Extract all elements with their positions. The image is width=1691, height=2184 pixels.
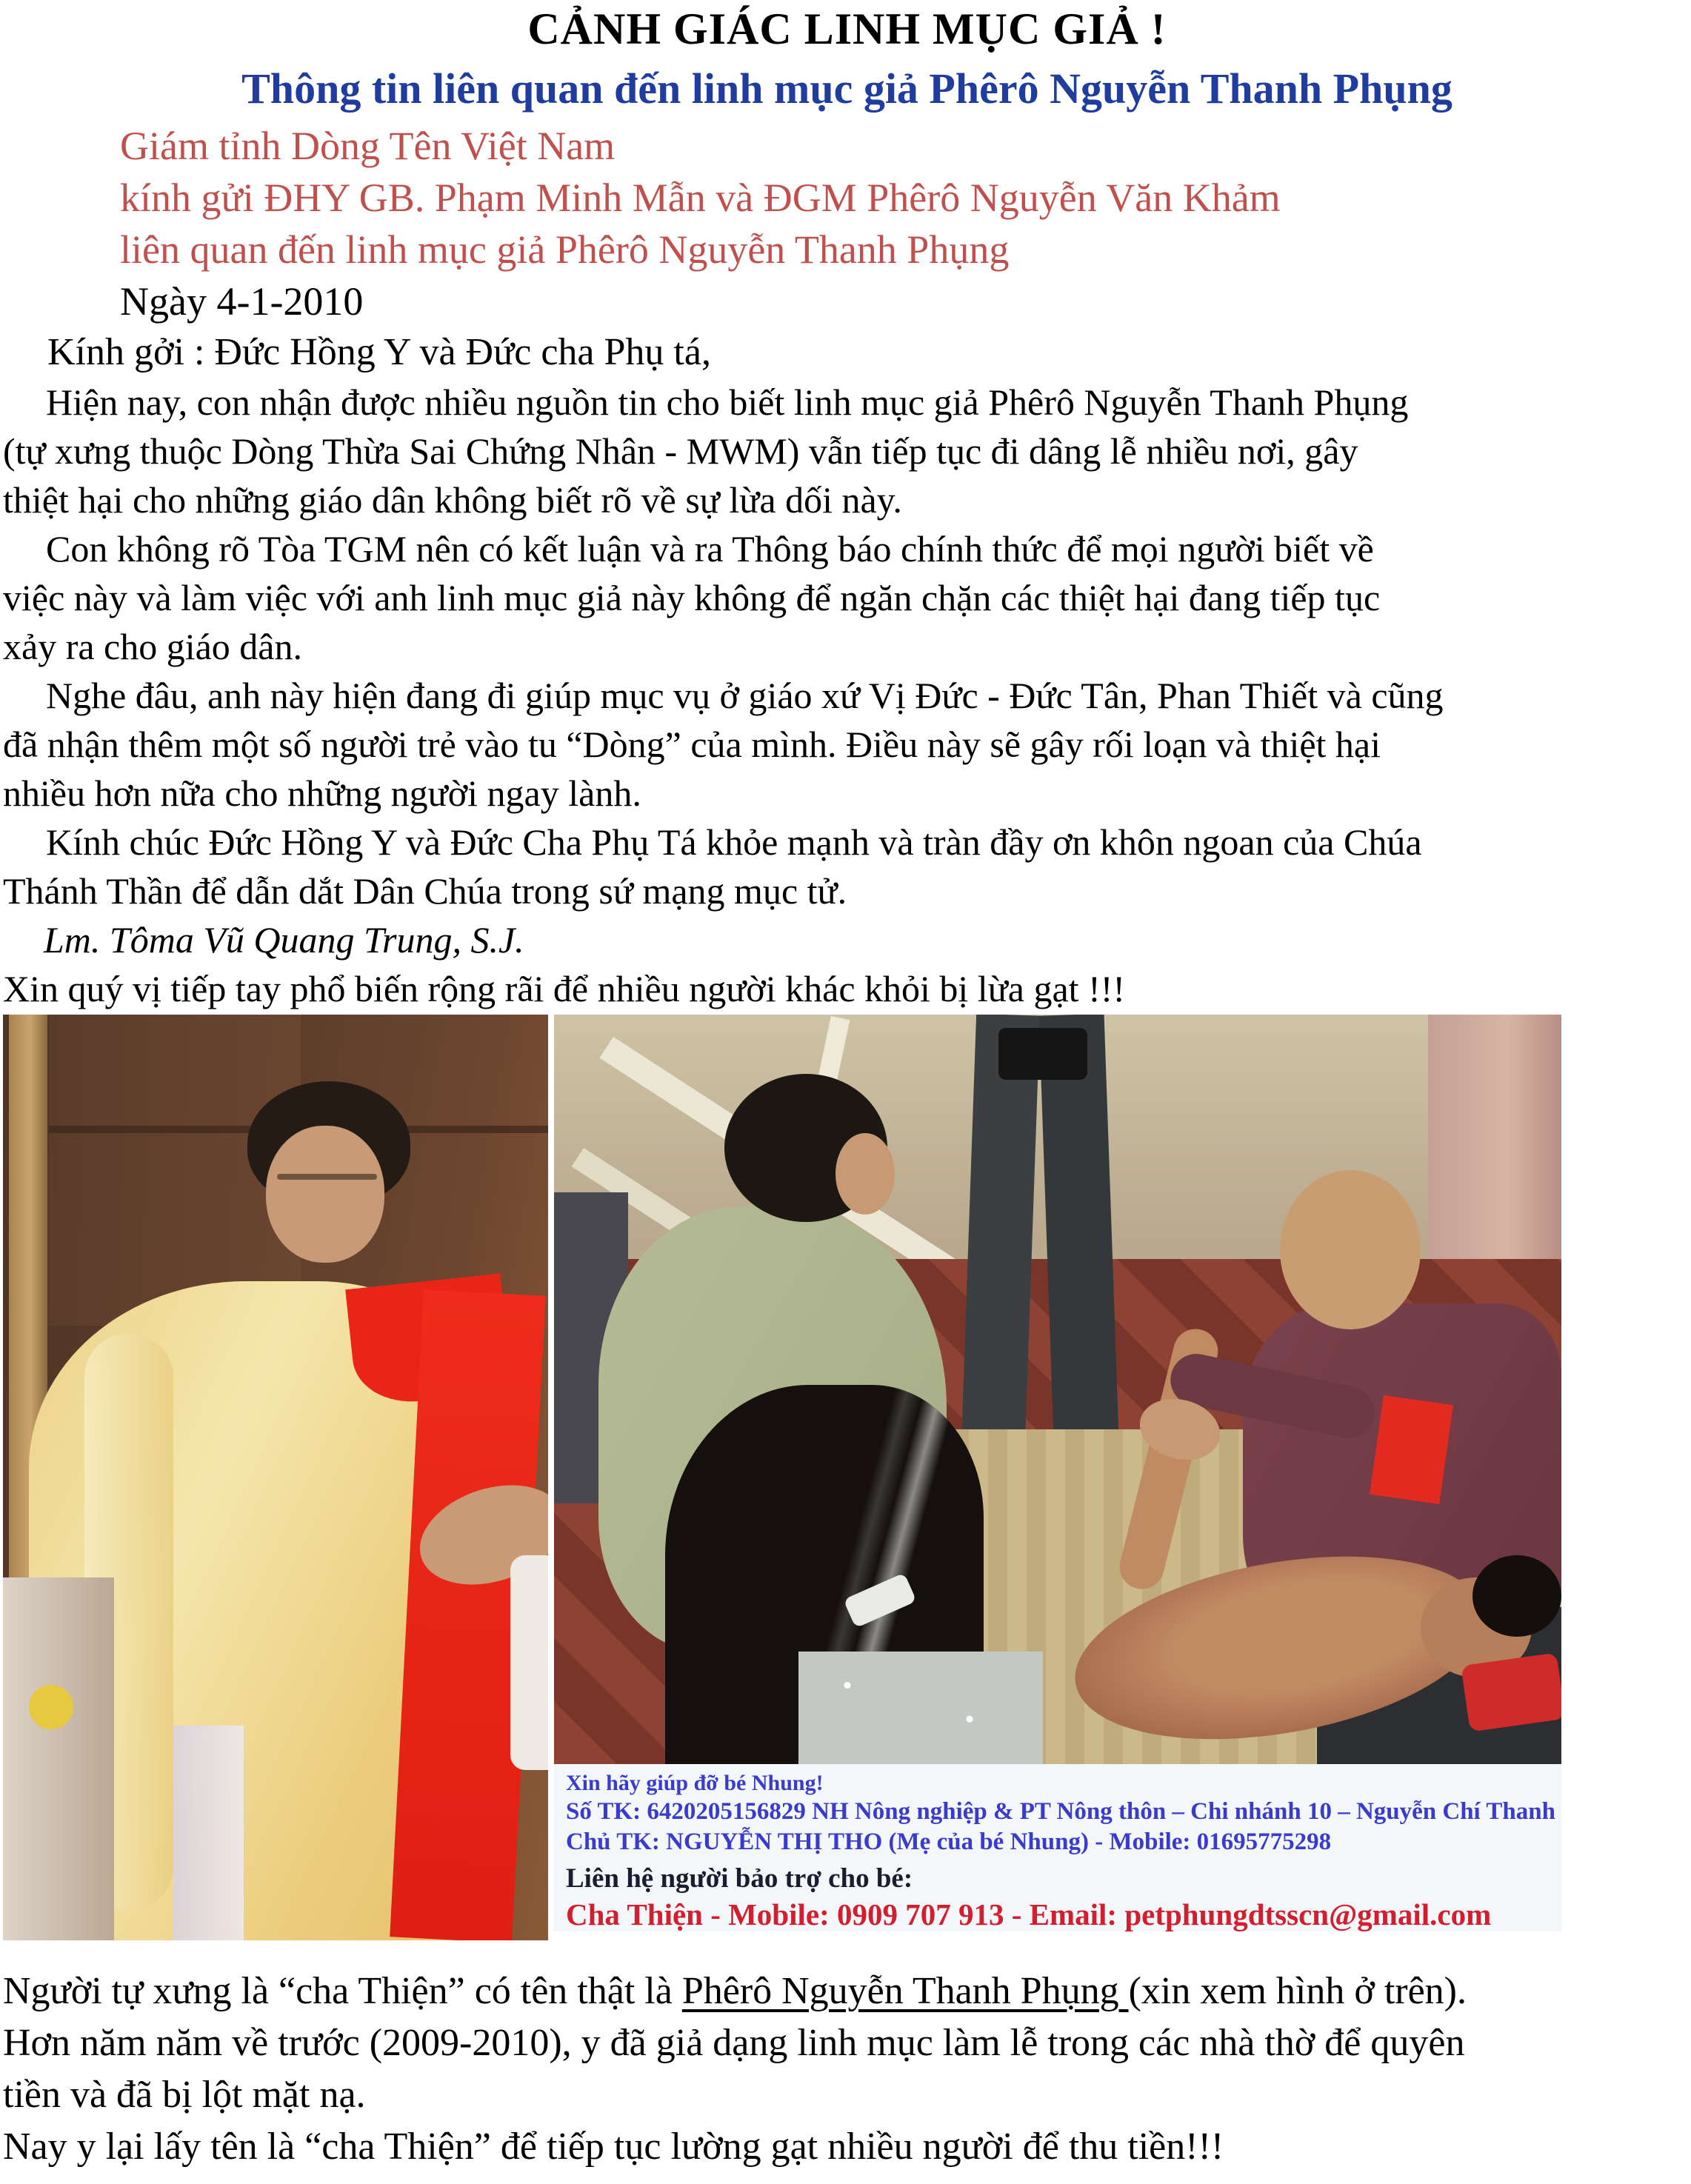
red-line-1: Giám tỉnh Dòng Tên Việt Nam xyxy=(120,124,616,168)
photo-sick-child-scene xyxy=(554,1015,1561,1931)
bystander-robe-shape xyxy=(3,1577,114,1940)
bottom-line-4: Nay y lại lấy tên là “cha Thiện” để tiếp tục lường gạt nhiều người để thu tiền!!! xyxy=(3,2125,1224,2168)
signature-line: Lm. Tôma Vũ Quang Trung, S.J. xyxy=(44,919,524,961)
bottom-line-1 xyxy=(3,1966,1691,2017)
text-line: Hơn năm năm về trước (2009-2010), y đã giả dạng linh mục làm lễ trong các nhà thờ để quyên xyxy=(3,2022,1465,2064)
text-line: (tự xưng thuộc Dòng Thừa Sai Chứng Nhân - MWM) vẫn tiếp tục đi dâng lễ nhiều nơi, gây xyxy=(3,430,1358,472)
photo-collage xyxy=(3,1015,1691,1940)
red-envelope-shape xyxy=(1370,1395,1453,1504)
salutation-line: Kính gởi : Đức Hồng Y và Đức cha Phụ tá, xyxy=(47,331,711,373)
red-pillow-shape xyxy=(1461,1652,1561,1731)
photo-caption-block xyxy=(554,1764,1561,1931)
text-line: thiệt hại cho những giáo dân không biết rõ về sự lừa dối này. xyxy=(3,479,902,521)
priest-face-shape xyxy=(266,1126,384,1263)
page-subtitle: Thông tin liên quan đến linh mục giả Phêrô Nguyễn Thanh Phụng xyxy=(241,64,1452,113)
bottom-line-1-after: (xin xem hình ở trên). xyxy=(1128,1970,1467,2012)
text-line: xảy ra cho giáo dân. xyxy=(3,626,303,667)
bald-head-shape xyxy=(1280,1170,1421,1329)
caption-contact-line: Cha Thiện - Mobile: 0909 707 913 - Email: petphungdtsscn@gmail.com xyxy=(566,1897,1492,1931)
text-line: Kính chúc Đức Hồng Y và Đức Cha Phụ Tá khỏe mạnh và tràn đầy ơn khôn ngoan của Chúa xyxy=(46,821,1422,863)
text-line: Thánh Thần để dẫn dắt Dân Chúa trong sứ mạng mục tử. xyxy=(3,870,847,912)
text-line: nhiều hơn nữa cho những người ngay lành. xyxy=(3,772,641,814)
date-line: Ngày 4-1-2010 xyxy=(120,279,364,324)
text-line: đã nhận thêm một số người trẻ vào tu “Dòng” của mình. Điều này sẽ gây rối loạn và thiệt hại xyxy=(3,724,1381,765)
priest-glasses-shape xyxy=(277,1174,377,1180)
letter-paragraph-4 xyxy=(3,818,1691,915)
caption-owner-line: Chủ TK: NGUYỄN THỊ THO (Mẹ của bé Nhung) - Mobile: 01695775298 xyxy=(566,1829,1332,1855)
white-sleeve-shape xyxy=(510,1555,548,1770)
red-line-3: liên quan đến linh mục giả Phêrô Nguyễn Thanh Phụng xyxy=(120,227,1010,272)
text-line: Hiện nay, con nhận được nhiều nguồn tin cho biết linh mục giả Phêrô Nguyễn Thanh Phụng xyxy=(46,381,1409,423)
letter-paragraph-2 xyxy=(3,524,1691,671)
photo-fake-priest xyxy=(3,1015,548,1940)
underlined-real-name: Phêrô Nguyễn Thanh Phụng xyxy=(681,1970,1129,2012)
sick-child-hair-shape xyxy=(1472,1555,1561,1637)
text-line: Nghe đâu, anh này hiện đang đi giúp mục vụ ở giáo xứ Vị Đức - Đức Tân, Phan Thiết và cũng xyxy=(46,675,1444,716)
foreground-woman-blouse-shape xyxy=(798,1652,1043,1764)
robe-stripe-shape xyxy=(173,1726,244,1940)
red-line-2: kính gửi ĐHY GB. Phạm Minh Mẫn và ĐGM Phêrô Nguyễn Văn Khảm xyxy=(120,176,1281,220)
text-line: Con không rõ Tòa TGM nên có kết luận và ra Thông báo chính thức để mọi người biết về xyxy=(46,528,1374,570)
appeal-line: Xin quý vị tiếp tay phổ biến rộng rãi để nhiều người khác khỏi bị lừa gạt !!! xyxy=(3,968,1126,1009)
text-line: việc này và làm việc với anh linh mục giả này không để ngăn chặn các thiệt hại đang tiếp tục xyxy=(3,577,1381,618)
green-shirt-man-face-shape xyxy=(836,1133,895,1215)
bottom-line-1-before: Người tự xưng là “cha Thiện” có tên thật là xyxy=(3,1970,682,2012)
text-line: tiền và đã bị lột mặt nạ. xyxy=(3,2074,366,2116)
caption-help-line: Xin hãy giúp đỡ bé Nhung! xyxy=(566,1771,824,1795)
caption-contact-label: Liên hệ người bảo trợ cho bé: xyxy=(566,1863,913,1894)
bottom-paragraph-2 xyxy=(3,2017,1691,2121)
flower-shape xyxy=(29,1685,73,1729)
caption-account-line: Số TK: 6420205156829 NH Nông nghiệp & PT Nông thôn – Chi nhánh 10 – Nguyễn Chí Thanh xyxy=(566,1798,1555,1825)
letter-paragraph-1 xyxy=(3,378,1691,524)
page-title: CẢNH GIÁC LINH MỤC GIẢ ! xyxy=(527,4,1167,53)
letter-paragraph-3 xyxy=(3,671,1691,818)
camera-shape xyxy=(998,1028,1087,1080)
bottom-section xyxy=(3,1966,1691,2173)
